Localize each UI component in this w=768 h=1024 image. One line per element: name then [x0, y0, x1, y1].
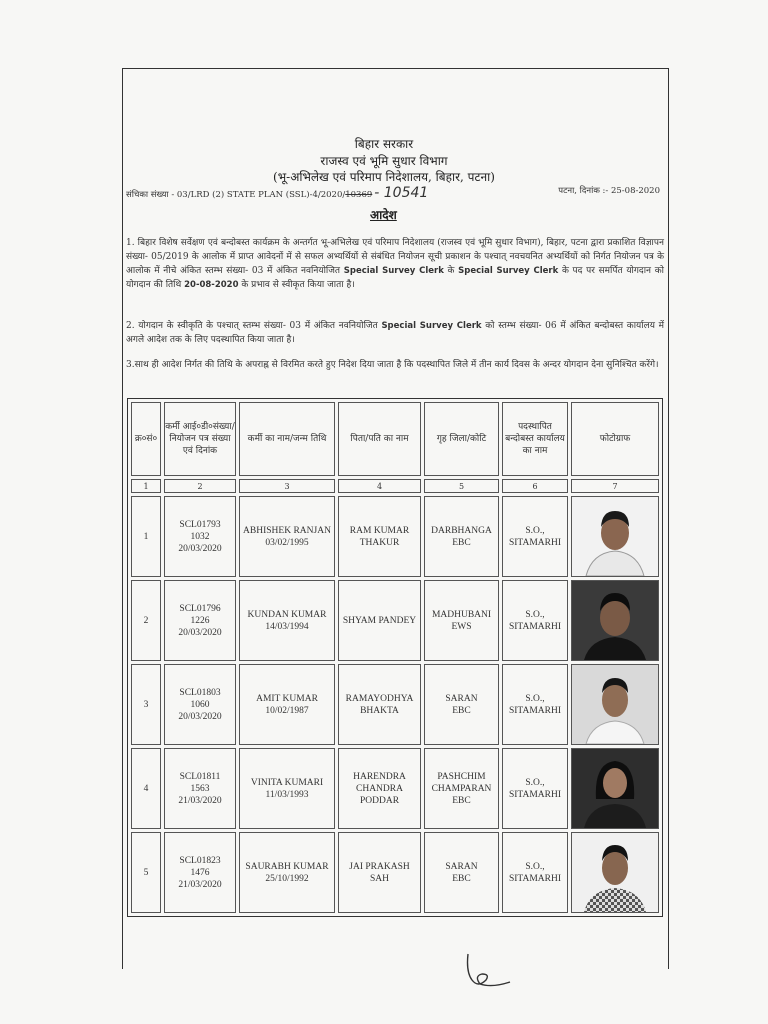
- column-number: 3: [239, 479, 335, 493]
- column-number: 6: [502, 479, 568, 493]
- office-location: SITAMARHI: [508, 789, 562, 800]
- posting-table: [127, 398, 663, 917]
- office-location: SITAMARHI: [508, 873, 562, 884]
- office-location: SITAMARHI: [508, 705, 562, 716]
- employee-id: SCL01803: [179, 687, 221, 698]
- office-cell: [502, 664, 568, 745]
- father-cell: RAMAYODHYA BHAKTA: [338, 664, 421, 745]
- home-district: SARAN: [445, 693, 478, 704]
- struck-number: 10369: [345, 190, 373, 200]
- paragraph-2-text-b: को स्तम्भ संख्या- 06 में अंकित बन्दोबस्त कार्यालय में अगले आदेश तक के लिए पदस्थापित किया जाता है।: [126, 321, 664, 345]
- paragraph-1-text-c: के पद पर समर्पित योगदान को योगदान की तिथि: [126, 266, 664, 290]
- serial-cell: 1: [131, 496, 161, 577]
- paragraph-3: 3.साथ ही आदेश निर्गत की तिथि के अपराह्न से विरमित करते हुए निदेश दिया जाता है कि पदस्थापित जिले में तीन कार्य दिवस के अन्दर योगदान देना सुनिश्चित करेंगे।: [126, 360, 659, 370]
- paragraph-2-text: 2. योगदान के स्वीकृति के पश्चात् स्तम्भ संख्या- 03 में अंकित नवनियोजित: [126, 321, 378, 331]
- employee-name: KUNDAN KUMAR: [247, 609, 327, 620]
- place-date: पटना, दिनांक :- 25-08-2020: [558, 186, 660, 196]
- district-cell: [424, 496, 499, 577]
- paragraph-1-post-2: Special Survey Clerk: [458, 266, 559, 276]
- header-directorate: (भू-अभिलेख एवं परिमाप निदेशालय, बिहार, पटना): [273, 170, 495, 184]
- employee-id-cell: [164, 580, 236, 661]
- table-row: [131, 748, 659, 829]
- home-district: PASHCHIM CHAMPARAN: [431, 771, 492, 794]
- person-photo-icon: [572, 581, 658, 660]
- office-type: S.O.,: [525, 861, 545, 872]
- office-type: S.O.,: [525, 777, 545, 788]
- father-cell: SHYAM PANDEY: [338, 580, 421, 661]
- date-of-birth: 10/02/1987: [265, 705, 309, 716]
- name-cell: [239, 832, 335, 913]
- category: EBC: [452, 795, 471, 806]
- letter-number: 1060: [190, 699, 210, 710]
- header-government: बिहार सरकार: [354, 137, 414, 151]
- header-home-district: गृह जिला/कोटि: [424, 402, 499, 476]
- photo-cell: [571, 832, 659, 913]
- letter-date: 21/03/2020: [178, 879, 222, 890]
- paragraph-1-text-d: के प्रभाव से स्वीकृत किया जाता है।: [241, 280, 355, 290]
- serial-cell: 3: [131, 664, 161, 745]
- employee-id: SCL01793: [179, 519, 221, 530]
- letter-date: 21/03/2020: [178, 795, 222, 806]
- person-photo-icon: [572, 749, 658, 828]
- employee-name: SAURABH KUMAR: [245, 861, 329, 872]
- header-serial: क्र०सं०: [131, 402, 161, 476]
- letter-number: 1032: [190, 531, 210, 542]
- employee-id-cell: [164, 496, 236, 577]
- employee-name: VINITA KUMARI: [250, 777, 324, 788]
- header-name-dob: कर्मी का नाम/जन्म तिथि: [239, 402, 335, 476]
- order-title: आदेश: [370, 208, 397, 222]
- column-number-row: [131, 479, 659, 493]
- name-cell: [239, 496, 335, 577]
- table-row: [131, 832, 659, 913]
- employee-id-cell: [164, 664, 236, 745]
- serial-cell: 5: [131, 832, 161, 913]
- photo-cell: [571, 496, 659, 577]
- table-row: [131, 496, 659, 577]
- serial-cell: 2: [131, 580, 161, 661]
- column-number: 4: [338, 479, 421, 493]
- letter-date: 20/03/2020: [178, 627, 222, 638]
- paragraph-1-text-b: के: [447, 266, 455, 276]
- paragraph-1-text: 1. बिहार विशेष सर्वेक्षण एवं बन्दोबस्त कार्यक्रम के अन्तर्गत भू-अभिलेख एवं परिमाप निदेशालय (राजस्व एवं भूमि सुधार विभाग), बिहार, पटना द्वारा प्रकाशित विज्ञापन संख्या- 05/2019 के आलोक में प्राप्त आवेदनों में से सफल अभ्यर्थियों से संबंधित नियोजन सूची प्रकाशन के पश्चात् नवचयनित अभ्यर्थियों को निर्गत नियोजन पत्र के आलोक में नीचे अंकित स्तम्भ संख्या- 03 में अंकित नवनियोजित: [126, 238, 664, 276]
- serial-cell: 4: [131, 748, 161, 829]
- letter-date: 20/03/2020: [178, 543, 222, 554]
- category: EBC: [452, 873, 471, 884]
- header-father-name: पिता/पति का नाम: [338, 402, 421, 476]
- header-photograph: फोटोग्राफ: [571, 402, 659, 476]
- letter-date: 20/03/2020: [178, 711, 222, 722]
- date-of-birth: 25/10/1992: [265, 873, 309, 884]
- paragraph-2-post: Special Survey Clerk: [381, 321, 482, 331]
- handwritten-number: - 10541: [374, 185, 429, 201]
- district-cell: [424, 664, 499, 745]
- letter-number: 1563: [190, 783, 210, 794]
- person-photo-icon: [572, 497, 658, 576]
- table-row: [131, 580, 659, 661]
- date-of-birth: 14/03/1994: [265, 621, 309, 632]
- header-posting-office: पदस्थापित बन्दोबस्त कार्यालय का नाम: [502, 402, 568, 476]
- column-number: 5: [424, 479, 499, 493]
- office-cell: [502, 496, 568, 577]
- person-photo-icon: [572, 665, 658, 744]
- table-header-row: [131, 402, 659, 476]
- category: EBC: [452, 705, 471, 716]
- photo-cell: [571, 580, 659, 661]
- photo-cell: [571, 664, 659, 745]
- home-district: SARAN: [445, 861, 478, 872]
- district-cell: [424, 832, 499, 913]
- header-department: राजस्व एवं भूमि सुधार विभाग: [320, 154, 448, 168]
- photo-cell: [571, 748, 659, 829]
- office-cell: [502, 832, 568, 913]
- father-cell: RAM KUMAR THAKUR: [338, 496, 421, 577]
- employee-id: SCL01811: [179, 771, 221, 782]
- home-district: DARBHANGA: [431, 525, 492, 536]
- paragraph-2: [126, 319, 664, 347]
- employee-name: ABHISHEK RANJAN: [243, 525, 331, 536]
- name-cell: [239, 580, 335, 661]
- father-cell: JAI PRAKASH SAH: [338, 832, 421, 913]
- name-cell: [239, 664, 335, 745]
- date-of-birth: 11/03/1993: [265, 789, 309, 800]
- office-cell: [502, 748, 568, 829]
- column-number: 7: [571, 479, 659, 493]
- paragraph-1-post: Special Survey Clerk: [343, 266, 444, 276]
- person-photo-icon: [572, 833, 658, 912]
- employee-id-cell: [164, 832, 236, 913]
- office-type: S.O.,: [525, 525, 545, 536]
- joining-date: 20-08-2020: [184, 280, 239, 290]
- column-number: 1: [131, 479, 161, 493]
- date-of-birth: 03/02/1995: [265, 537, 309, 548]
- office-location: SITAMARHI: [508, 621, 562, 632]
- office-location: SITAMARHI: [508, 537, 562, 548]
- home-district: MADHUBANI: [431, 609, 492, 620]
- column-number: 2: [164, 479, 236, 493]
- letter-number: 1226: [190, 615, 210, 626]
- district-cell: [424, 580, 499, 661]
- office-type: S.O.,: [525, 693, 545, 704]
- office-cell: [502, 580, 568, 661]
- header-employee-id: कर्मी आई०डी०संख्या/ नियोजन पत्र संख्या एवं दिनांक: [164, 402, 236, 476]
- file-number: संचिका संख्या - 03/LRD (2) STATE PLAN (SSL)-4/2020/: [126, 190, 346, 200]
- handwritten-signature-icon: [462, 950, 522, 994]
- category: EWS: [451, 621, 472, 632]
- category: EBC: [452, 537, 471, 548]
- letter-number: 1476: [190, 867, 210, 878]
- father-cell: HARENDRA CHANDRA PODDAR: [338, 748, 421, 829]
- district-cell: [424, 748, 499, 829]
- employee-id-cell: [164, 748, 236, 829]
- table-row: [131, 664, 659, 745]
- paragraph-1: [126, 236, 664, 292]
- office-type: S.O.,: [525, 609, 545, 620]
- employee-id: SCL01823: [179, 855, 221, 866]
- employee-name: AMIT KUMAR: [256, 693, 318, 704]
- name-cell: [239, 748, 335, 829]
- employee-id: SCL01796: [179, 603, 221, 614]
